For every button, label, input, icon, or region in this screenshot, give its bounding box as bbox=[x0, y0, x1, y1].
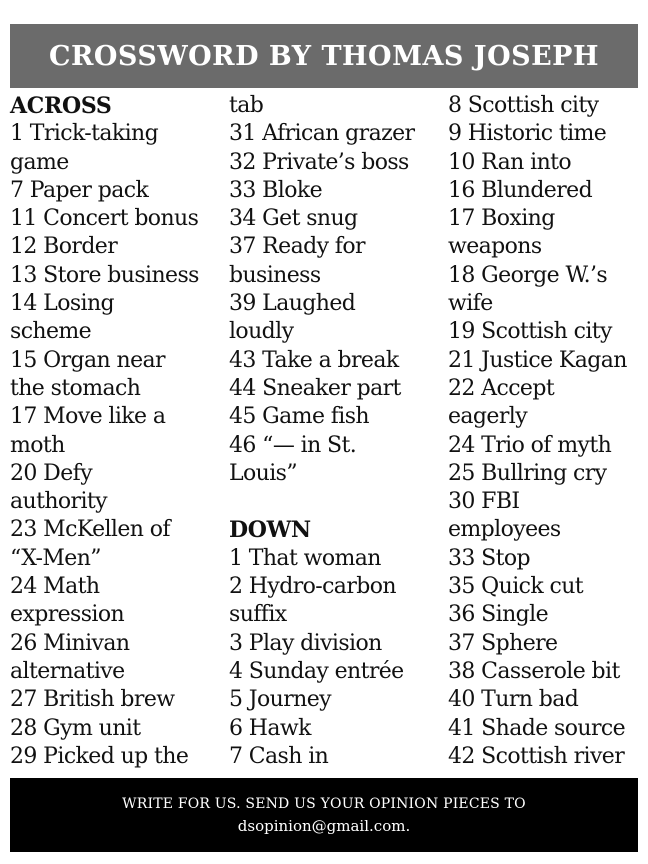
section-heading: DOWN bbox=[229, 517, 311, 544]
clue-line: 26 Minivan bbox=[10, 630, 130, 656]
clue-line: 7 Paper pack bbox=[10, 177, 149, 203]
clue-line: 11 Concert bonus bbox=[10, 206, 199, 232]
clue-line: 4 Sunday entrée bbox=[229, 658, 404, 684]
clue-line: 31 African grazer bbox=[229, 121, 415, 147]
clue-line: 17 Boxing bbox=[448, 206, 555, 232]
clue-line: 12 Border bbox=[10, 234, 118, 260]
clue-line: 1 Trick-taking bbox=[10, 121, 159, 147]
clue-line: suffix bbox=[229, 602, 287, 628]
clue-line: 30 FBI bbox=[448, 489, 520, 515]
footer-invitation: WRITE FOR US. SEND US YOUR OPINION PIECES TO bbox=[122, 796, 526, 812]
clue-line: loudly bbox=[229, 319, 294, 345]
clue-line: 20 Defy bbox=[10, 460, 93, 486]
clue-line: 15 Organ near bbox=[10, 347, 165, 373]
clue-line: 37 Sphere bbox=[448, 630, 558, 656]
clue-line: the stomach bbox=[10, 375, 141, 401]
clue-line: authority bbox=[10, 489, 107, 515]
clue-line: 35 Quick cut bbox=[448, 574, 584, 600]
clue-columns bbox=[10, 92, 638, 776]
clue-line: 41 Shade source bbox=[448, 715, 626, 741]
clue-line: moth bbox=[10, 432, 65, 458]
clue-line: 40 Turn bad bbox=[448, 687, 579, 713]
clue-line: weapons bbox=[448, 234, 542, 260]
clue-line: 24 Math bbox=[10, 574, 100, 600]
clue-column-3 bbox=[448, 92, 648, 771]
clue-line: 28 Gym unit bbox=[10, 715, 141, 741]
clue-line: 29 Picked up the bbox=[10, 743, 189, 769]
clue-line: 21 Justice Kagan bbox=[448, 347, 627, 373]
clue-line: 38 Casserole bit bbox=[448, 658, 620, 684]
clue-line: 34 Get snug bbox=[229, 206, 358, 232]
clue-line: 2 Hydro-carbon bbox=[229, 574, 396, 600]
clue-line: wife bbox=[448, 291, 493, 317]
clue-line: 7 Cash in bbox=[229, 743, 329, 769]
clue-line: 44 Sneaker part bbox=[229, 375, 401, 401]
clue-line: 37 Ready for bbox=[229, 234, 365, 260]
clue-line: 42 Scottish river bbox=[448, 743, 625, 769]
footer-email: dsopinion@gmail.com. bbox=[237, 817, 411, 835]
clue-line: 8 Scottish city bbox=[448, 93, 599, 118]
page-title: CROSSWORD BY THOMAS JOSEPH bbox=[48, 40, 599, 72]
clue-line: 19 Scottish city bbox=[448, 319, 612, 345]
footer-banner bbox=[10, 778, 638, 852]
clue-line: 36 Single bbox=[448, 602, 549, 628]
clue-line: 24 Trio of myth bbox=[448, 432, 612, 458]
clue-line: 18 George W.’s bbox=[448, 262, 608, 288]
clue-line: eagerly bbox=[448, 404, 528, 430]
clue-line: 22 Accept bbox=[448, 375, 555, 401]
clue-line: 43 Take a break bbox=[229, 347, 399, 373]
clue-column-2 bbox=[229, 92, 444, 771]
clue-line: 9 Historic time bbox=[448, 121, 607, 147]
clue-line: 17 Move like a bbox=[10, 404, 166, 430]
clue-line: 23 McKellen of bbox=[10, 517, 170, 543]
clue-line: 16 Blundered bbox=[448, 177, 593, 203]
clue-line: 5 Journey bbox=[229, 687, 331, 713]
clue-line: 32 Private’s boss bbox=[229, 149, 409, 175]
clue-line: business bbox=[229, 262, 321, 288]
clue-line: scheme bbox=[10, 319, 92, 345]
clue-line: 46 “— in St. bbox=[229, 432, 357, 458]
page-title-banner bbox=[10, 24, 638, 88]
clue-line: 14 Losing bbox=[10, 291, 115, 317]
clue-line: 33 Bloke bbox=[229, 177, 322, 203]
clue-line: 25 Bullring cry bbox=[448, 460, 607, 486]
clue-line: 10 Ran into bbox=[448, 149, 572, 175]
section-heading: ACROSS bbox=[10, 93, 112, 119]
clue-line: 13 Store business bbox=[10, 262, 199, 288]
clue-line: alternative bbox=[10, 658, 125, 684]
clue-line: 33 Stop bbox=[448, 545, 531, 571]
clue-line: employees bbox=[448, 517, 561, 543]
clue-line: expression bbox=[10, 602, 125, 628]
clue-line: 27 British brew bbox=[10, 687, 175, 713]
clue-line: “X-Men” bbox=[10, 545, 101, 571]
clue-line: 1 That woman bbox=[229, 545, 381, 571]
clue-line: 3 Play division bbox=[229, 630, 382, 656]
clue-line: 45 Game fish bbox=[229, 404, 369, 430]
clue-column-1 bbox=[10, 92, 225, 771]
clue-line: tab bbox=[229, 93, 264, 118]
clue-line: 39 Laughed bbox=[229, 291, 356, 317]
clue-line: 6 Hawk bbox=[229, 715, 311, 741]
clue-line: Louis” bbox=[229, 460, 297, 486]
spacer bbox=[229, 488, 444, 516]
clue-line: game bbox=[10, 149, 69, 175]
